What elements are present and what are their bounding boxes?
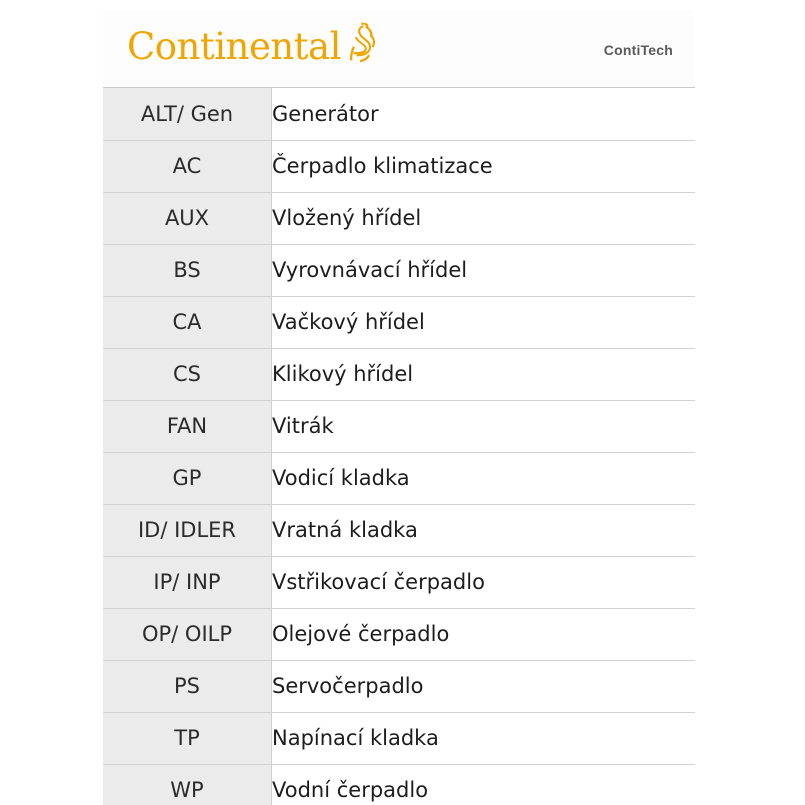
table-row [103,556,695,608]
row-code: GP [103,452,272,504]
sub-brand-label: ContiTech [603,42,673,58]
brand-name: Continental [127,24,341,68]
table-row [103,244,695,296]
row-description: Vodní čerpadlo [272,764,696,805]
row-code: PS [103,660,272,712]
table-row [103,608,695,660]
table-row [103,660,695,712]
row-code: OP/ OILP [103,608,272,660]
table-body [103,88,695,805]
table-row [103,192,695,244]
table-row [103,88,695,140]
row-description: Olejové čerpadlo [272,608,696,660]
table-row [103,400,695,452]
row-code: CA [103,296,272,348]
row-code: TP [103,712,272,764]
row-description: Vyrovnávací hřídel [272,244,696,296]
row-description: Servočerpadlo [272,660,696,712]
table-row [103,712,695,764]
spec-sheet [103,10,695,800]
page-right-margin [702,0,805,805]
row-code: WP [103,764,272,805]
row-code: AC [103,140,272,192]
table-row [103,504,695,556]
row-description: Vložený hřídel [272,192,696,244]
table-row [103,296,695,348]
abbreviation-table [103,88,695,805]
table-row [103,452,695,504]
table-row [103,348,695,400]
table-row [103,140,695,192]
row-description: Napínací kladka [272,712,696,764]
page-left-margin [0,0,103,805]
row-description: Vitrák [272,400,696,452]
row-code: ID/ IDLER [103,504,272,556]
row-description: Čerpadlo klimatizace [272,140,696,192]
row-description: Klikový hřídel [272,348,696,400]
row-code: IP/ INP [103,556,272,608]
prancing-horse-icon [343,21,379,65]
row-description: Vstřikovací čerpadlo [272,556,696,608]
row-code: FAN [103,400,272,452]
sheet-header [103,10,695,88]
table-row [103,764,695,805]
row-code: BS [103,244,272,296]
row-code: ALT/ Gen [103,88,272,140]
row-description: Vačkový hřídel [272,296,696,348]
brand-logo [127,24,379,68]
row-code: AUX [103,192,272,244]
row-code: CS [103,348,272,400]
row-description: Generátor [272,88,696,140]
row-description: Vodicí kladka [272,452,696,504]
row-description: Vratná kladka [272,504,696,556]
